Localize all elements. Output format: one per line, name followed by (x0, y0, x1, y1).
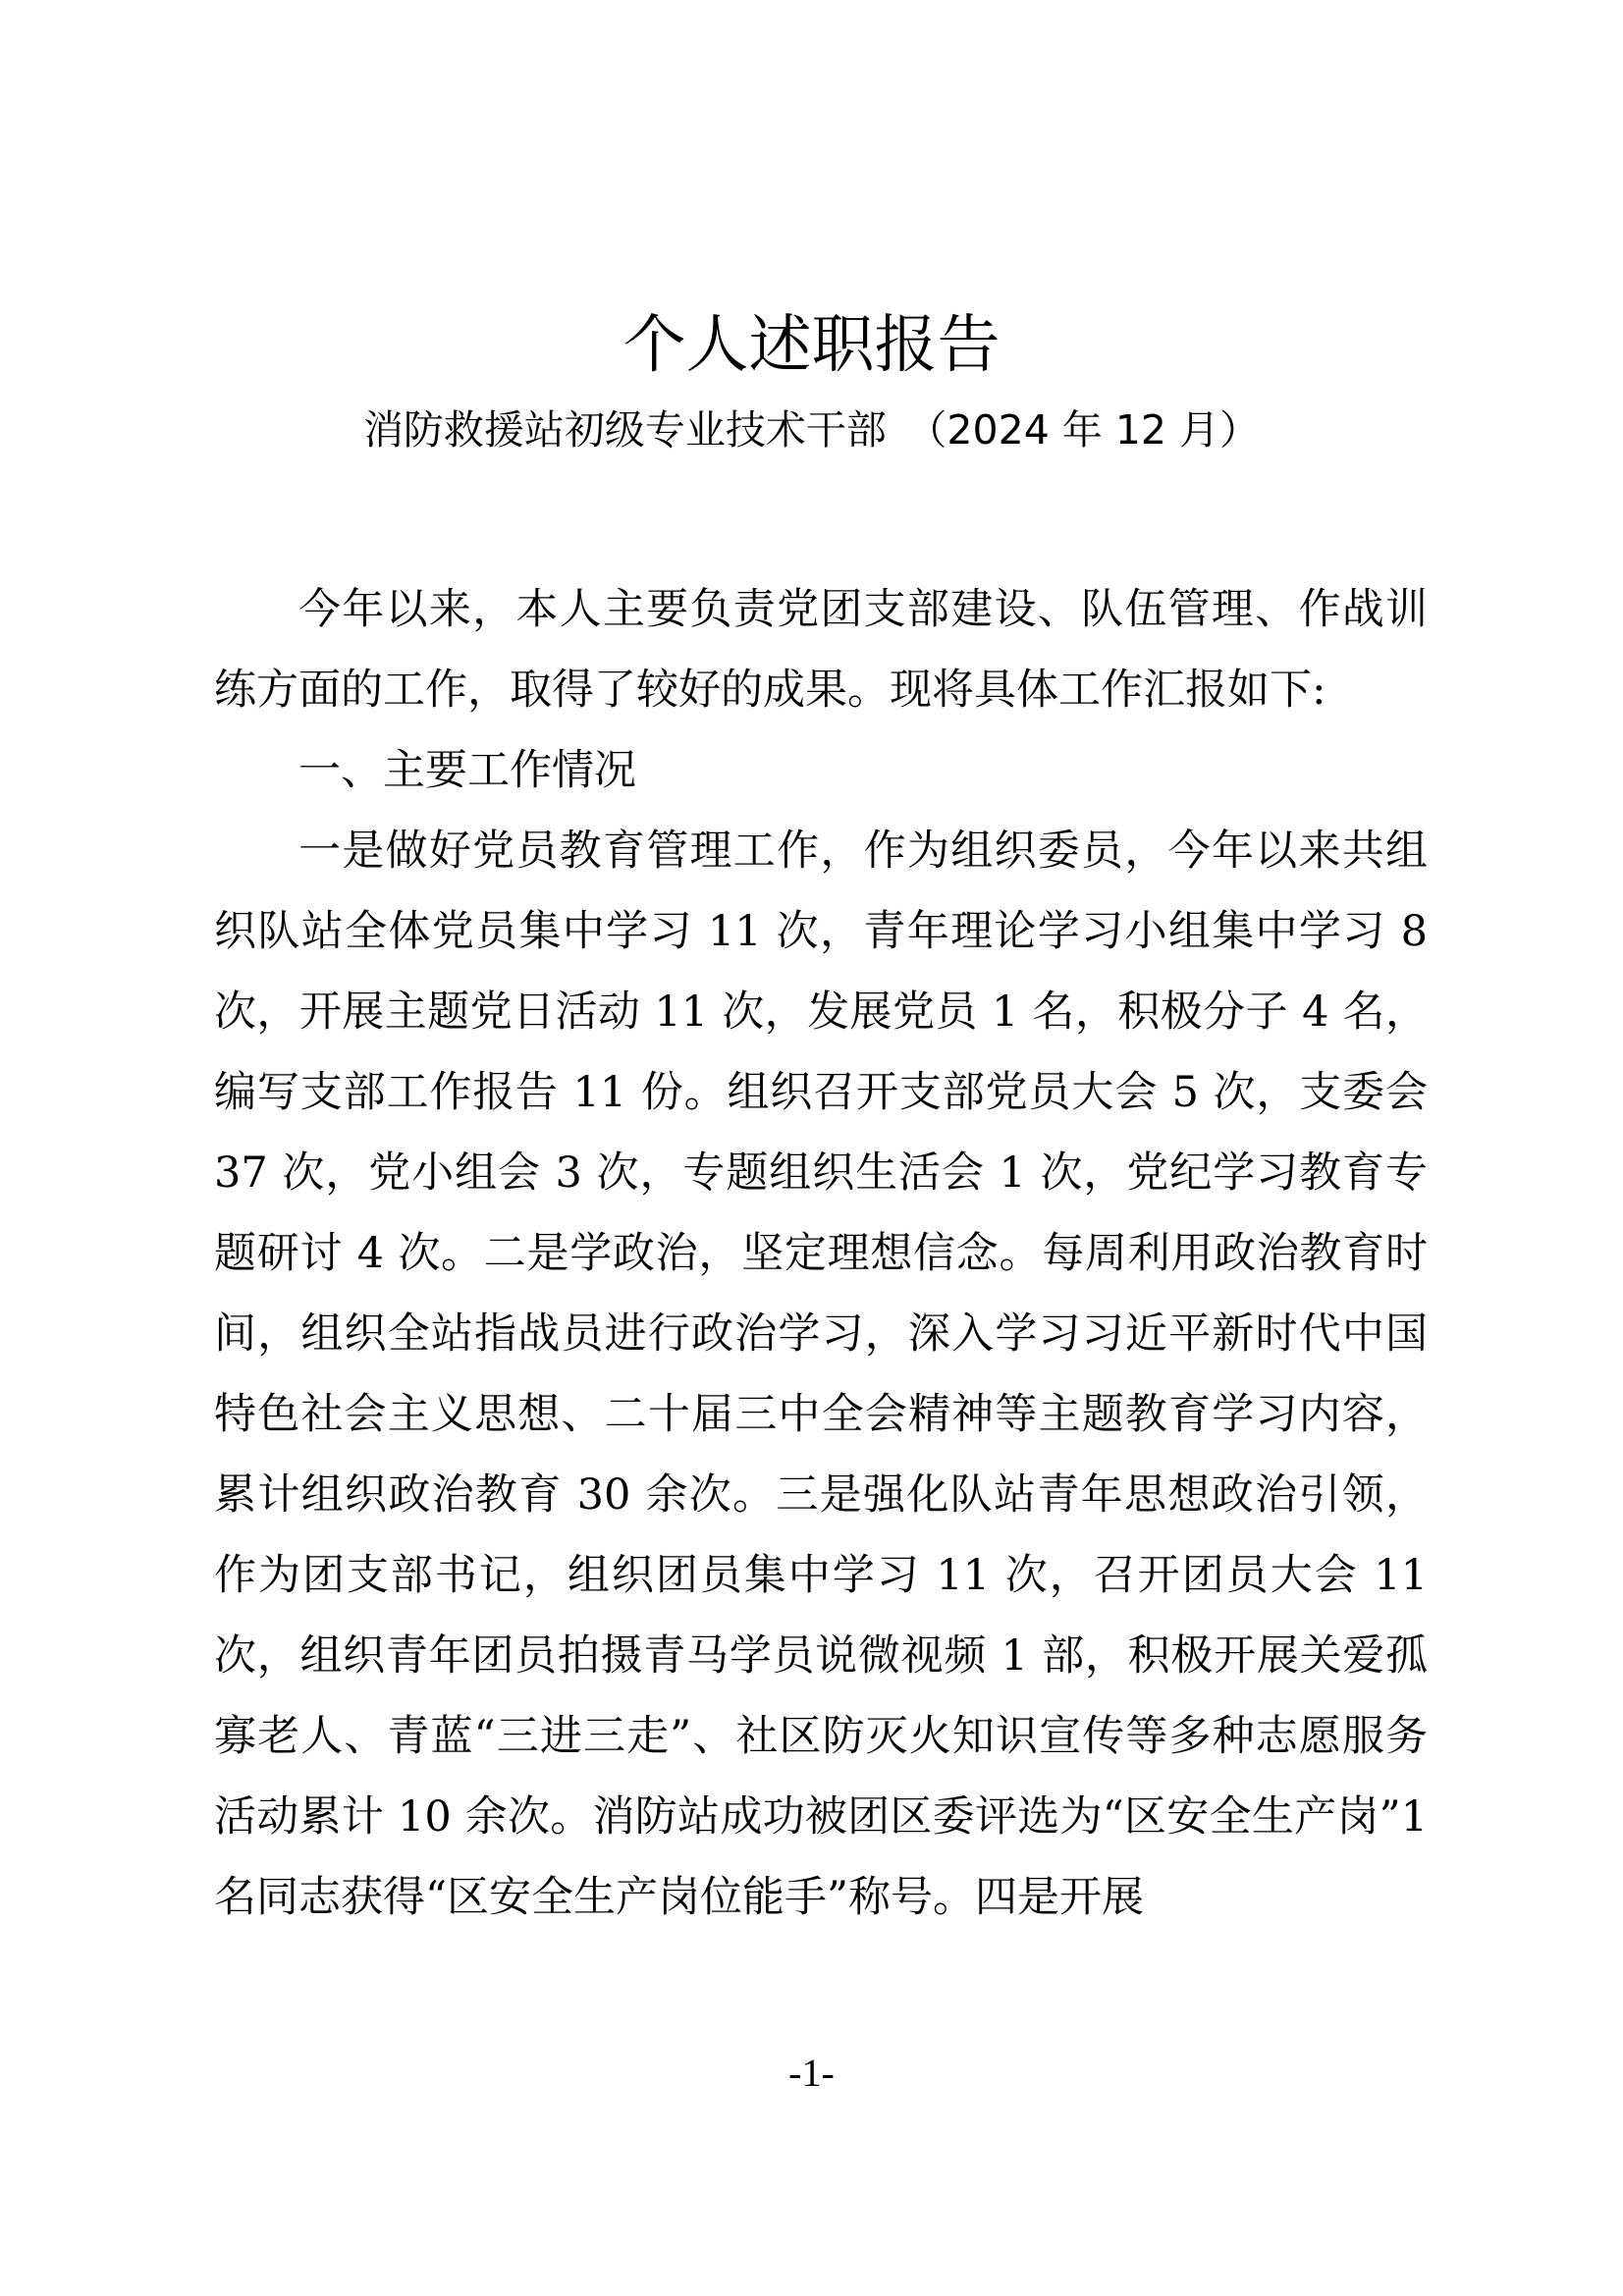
document-body (214, 569, 1428, 1938)
intro-paragraph: 今年以来，本人主要负责党团支部建设、队伍管理、作战训练方面的工作，取得了较好的成果。现将具体工作汇报如下: (214, 585, 1428, 715)
document-title: 个人述职报告 (622, 309, 1001, 382)
section-heading: 一、主要工作情况 (298, 746, 636, 795)
page-number: -1- (788, 2051, 835, 2095)
work-details-paragraph: 一是做好党员教育管理工作，作为组织委员，今年以来共组织队站全体党员集中学习 11 次，青年理论学习小组集中学习 8 次，开展主题党日活动 11 次，发展党员 1 名，积极分子 4 名，编写支部工作报告 11 份。组织召开支部党员大会 5 次，支委会 37 次，党小组会 3 次，专题组织生活会 1 次，党纪学习教育专题研讨 4 次。二是学政治，坚定理想信念。每周利用政治教育时间，组织全站指战员进行政治学习，深入学习习近平新时代中国特色社会主义思想、二十届三中全会精神等主题教育学习内容，累计组织政治教育 30 余次。三是强化队站青年思想政治引领，作为团支部书记，组织团员集中学习 11 次，召开团员大会 11 次，组织青年团员拍摄青马学员说微视频 1 部，积极开展关爱孤寡老人、青蓝“三进三走”、社区防灭火知识宣传等多种志愿服务活动累计 10 余次。消防站成功被团区委评选为“区安全生产岗”1 名同志获得“区安全生产岗位能手”称号。四是开展 (214, 827, 1428, 1922)
document-subtitle: 消防救援站初级专业技术干部 （2024 年 12 月） (362, 406, 1261, 454)
